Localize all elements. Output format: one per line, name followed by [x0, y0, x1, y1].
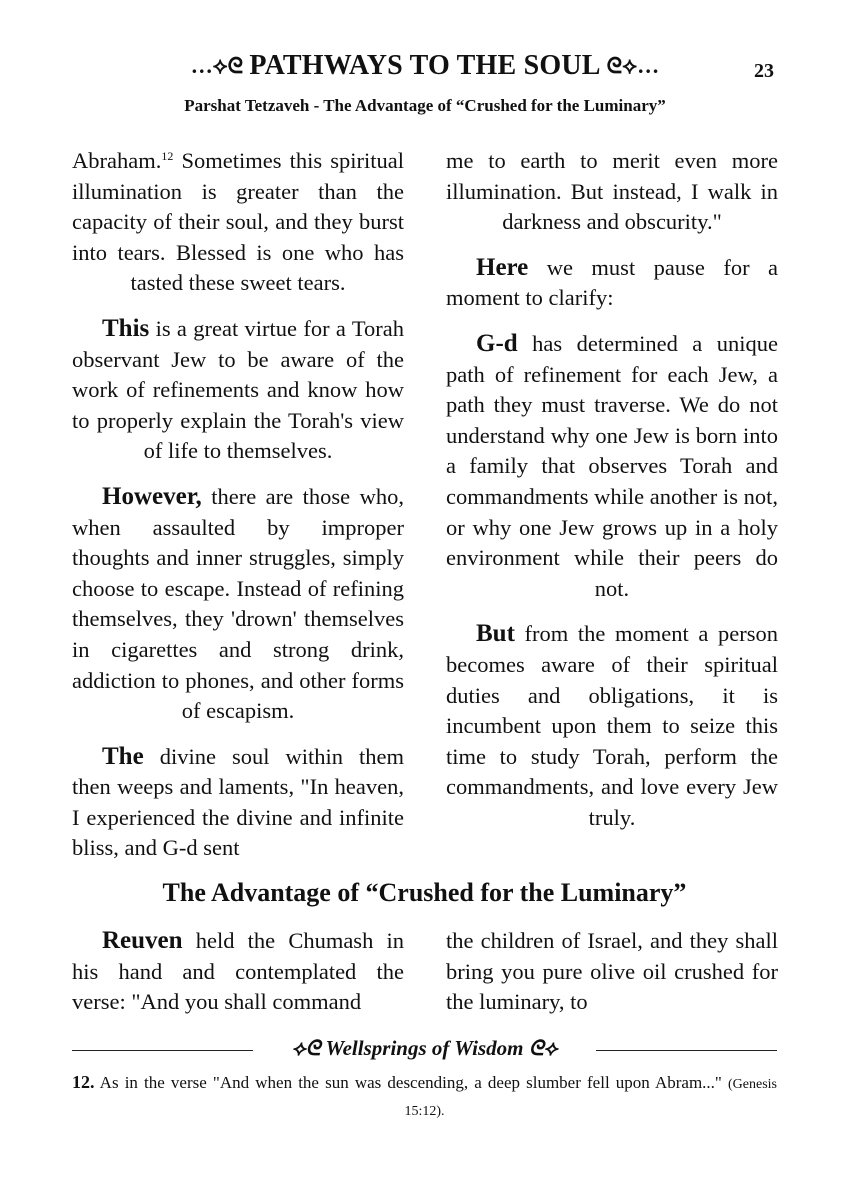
lead-word: However,: [102, 482, 202, 510]
lead-word: Reuven: [102, 927, 183, 954]
lead-word: But: [476, 620, 515, 648]
chapter-subtitle: Parshat Tetzaveh - The Advantage of “Crushed for the Luminary”: [184, 96, 666, 115]
paragraph-text: divine soul within them then weeps and laments, "In heaven, I experienced the divine and infinite bliss, and G-d sent: [72, 743, 404, 861]
paragraph-text: Abraham.: [72, 148, 162, 173]
brand-name: Wellsprings of Wisdom: [325, 1036, 524, 1060]
paragraph-text: has determined a unique path of refinement for each Jew, a path they must traverse. We do not understand why one Jew is born into a family that observes Torah and commandments while another is not, or why one Jew grows up in a holy environment while their peers do not.: [446, 330, 778, 601]
paragraph: [446, 926, 778, 1018]
section-left-column: [72, 926, 404, 1033]
section-right-column: [446, 926, 778, 1033]
paragraph: [72, 482, 404, 727]
ornament-left-icon: …⟡ᘓ: [190, 53, 244, 78]
paragraph: [72, 314, 404, 467]
footnote-reference: 12: [161, 149, 174, 163]
footnote: [72, 1070, 777, 1124]
footnote-text: As in the verse "And when the sun was descending, a deep slumber fell upon Abram...": [94, 1073, 728, 1092]
running-title: [130, 50, 720, 82]
paragraph-text: me to earth to merit even more illumination. But instead, I walk in darkness and obscurity.": [446, 148, 778, 235]
paragraph-text: Sometimes this spiritual illumination is greater than the capacity of their soul, and they burst into tears. Blessed is one who has tasted these sweet tears.: [72, 148, 404, 296]
paragraph-text: the children of Israel, and they shall bring you pure olive oil crushed for the luminary, to: [446, 928, 778, 1015]
paragraph: [446, 146, 778, 238]
lead-word: Here: [476, 253, 529, 281]
footnote-citation: (Genesis 15:12).: [404, 1077, 777, 1119]
paragraph-text: we must pause for a moment to clarify:: [446, 254, 778, 311]
paragraph: [72, 742, 404, 864]
paragraph-text: is a great virtue for a Torah observant Jew to be aware of the work of refinements and know how to properly explain the Torah's view of life to themselves.: [72, 315, 404, 464]
book-title: PATHWAYS TO THE SOUL: [249, 50, 601, 81]
ornament-left-icon: ⟡ᘓ: [291, 1036, 321, 1060]
paragraph: [72, 926, 404, 1018]
ornament-right-icon: ᘓ⟡…: [606, 53, 660, 78]
paragraph: [446, 619, 778, 833]
left-column: [72, 146, 404, 879]
lead-word: G-d: [476, 329, 518, 357]
paragraph: [446, 329, 778, 604]
footer-brand: [253, 1036, 596, 1064]
paragraph-text: held the Chumash in his hand and contemplated the verse: "And you shall command: [72, 928, 404, 1015]
page-header: [0, 50, 846, 90]
lead-word: This: [102, 314, 150, 342]
paragraph-text: from the moment a person becomes aware of their spiritual duties and obligations, it is incumbent upon them to seize this time to study Torah, perform the commandments, and love every Jew truly.: [446, 621, 778, 830]
lead-word: The: [102, 742, 144, 770]
right-column: [446, 146, 778, 848]
ornament-right-icon: ᘓ⟡: [528, 1036, 558, 1060]
footnote-number: 12.: [72, 1072, 95, 1092]
section-heading: The Advantage of “Crushed for the Luminary”: [162, 878, 687, 907]
page-number: 23: [754, 60, 774, 82]
paragraph: [446, 253, 778, 314]
paragraph-text: there are those who, when assaulted by improper thoughts and inner struggles, simply choose to escape. Instead of refining themselves, they 'drown' themselves in cigarettes and strong drink, addiction to phones, and other forms of escapism.: [72, 483, 404, 724]
paragraph: [72, 146, 404, 299]
